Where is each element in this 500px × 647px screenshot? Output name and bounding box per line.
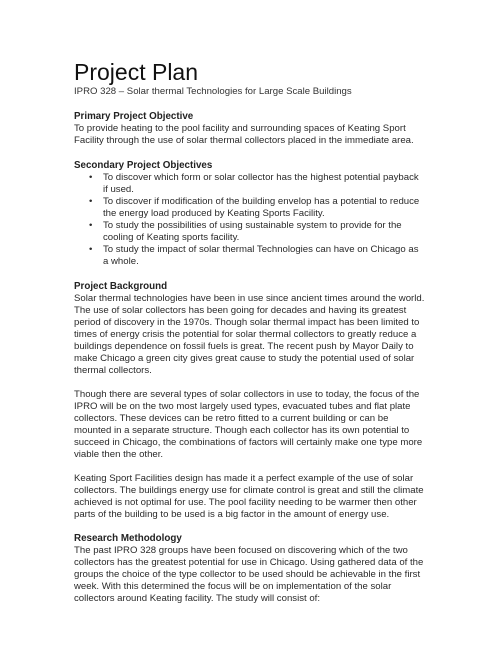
bullet-icon: •: [89, 196, 93, 207]
secondary-objectives-list: [74, 172, 426, 268]
project-background-heading: Project Background: [74, 281, 168, 292]
list-item-text: To discover if modification of the building envelop has a potential to reduce the energy load produced by Keating Sports Facility.: [103, 196, 420, 219]
background-paragraph: Keating Sport Facilities design has made it a perfect example of the use of solar collectors. The buildings energy use for climate control is great and still the climate achieved is not optimal for use. The pool facility needing to be warmer then other parts of the building to be used is a big factor in the amount of energy use.: [74, 473, 424, 520]
page-title: Project Plan: [74, 59, 199, 85]
primary-objective-text: To provide heating to the pool facility and surrounding spaces of Keating Sport Facility through the use of solar thermal collectors placed in the immediate area.: [74, 123, 414, 146]
list-item: [74, 172, 426, 196]
project-background-section: [74, 281, 426, 521]
research-methodology-heading: Research Methodology: [74, 533, 182, 544]
background-paragraph: Solar thermal technologies have been in use since ancient times around the world. The use of solar collectors has been going for decades and having its greatest period of discovery in the 1970s. Though solar thermal impact has been limited to times of energy crisis the potential for solar thermal collectors to greatly reduce a buildings dependence on fossil fuels is great. The recent push by Mayor Daily to make Chicago a green city gives great cause to study the potential used of solar thermal collectors.: [74, 293, 425, 376]
page-subtitle: IPRO 328 – Solar thermal Technologies for Large Scale Buildings: [74, 86, 352, 97]
list-item: [74, 196, 426, 220]
research-methodology-text: The past IPRO 328 groups have been focused on discovering which of the two collectors has the greatest potential for use in Chicago. Using gathered data of the groups the choice of the type collector to be used should be achievable in the first week. With this determined the focus will be on implementation of the solar collectors around Keating facility. The study will consist of:: [74, 545, 424, 604]
document-content: [74, 59, 426, 605]
bullet-icon: •: [89, 244, 93, 255]
list-item-text: To discover which form or solar collector has the highest potential payback if used.: [103, 172, 419, 195]
background-paragraph: Though there are several types of solar collectors in use to today, the focus of the IPRO will be on the two most largely used types, evacuated tubes and flat plate collectors. These devices can be retro fitted to a current building or can be mounted in a separate structure. Though each collector has its own potential to succeed in Chicago, the combinations of factors will certainly make one type more viable then the other.: [74, 389, 423, 460]
bullet-icon: •: [89, 220, 93, 231]
secondary-objectives-section: [74, 160, 426, 268]
primary-objective-heading: Primary Project Objective: [74, 111, 194, 122]
primary-objective-section: [74, 111, 426, 147]
secondary-objectives-heading: Secondary Project Objectives: [74, 160, 213, 171]
list-item-text: To study the possibilities of using sustainable system to provide for the cooling of Keating sports facility.: [103, 220, 402, 243]
research-methodology-section: [74, 533, 426, 605]
list-item: [74, 244, 426, 268]
list-item-text: To study the impact of solar thermal Technologies can have on Chicago as a whole.: [103, 244, 419, 267]
bullet-icon: •: [89, 172, 93, 183]
list-item: [74, 220, 426, 244]
